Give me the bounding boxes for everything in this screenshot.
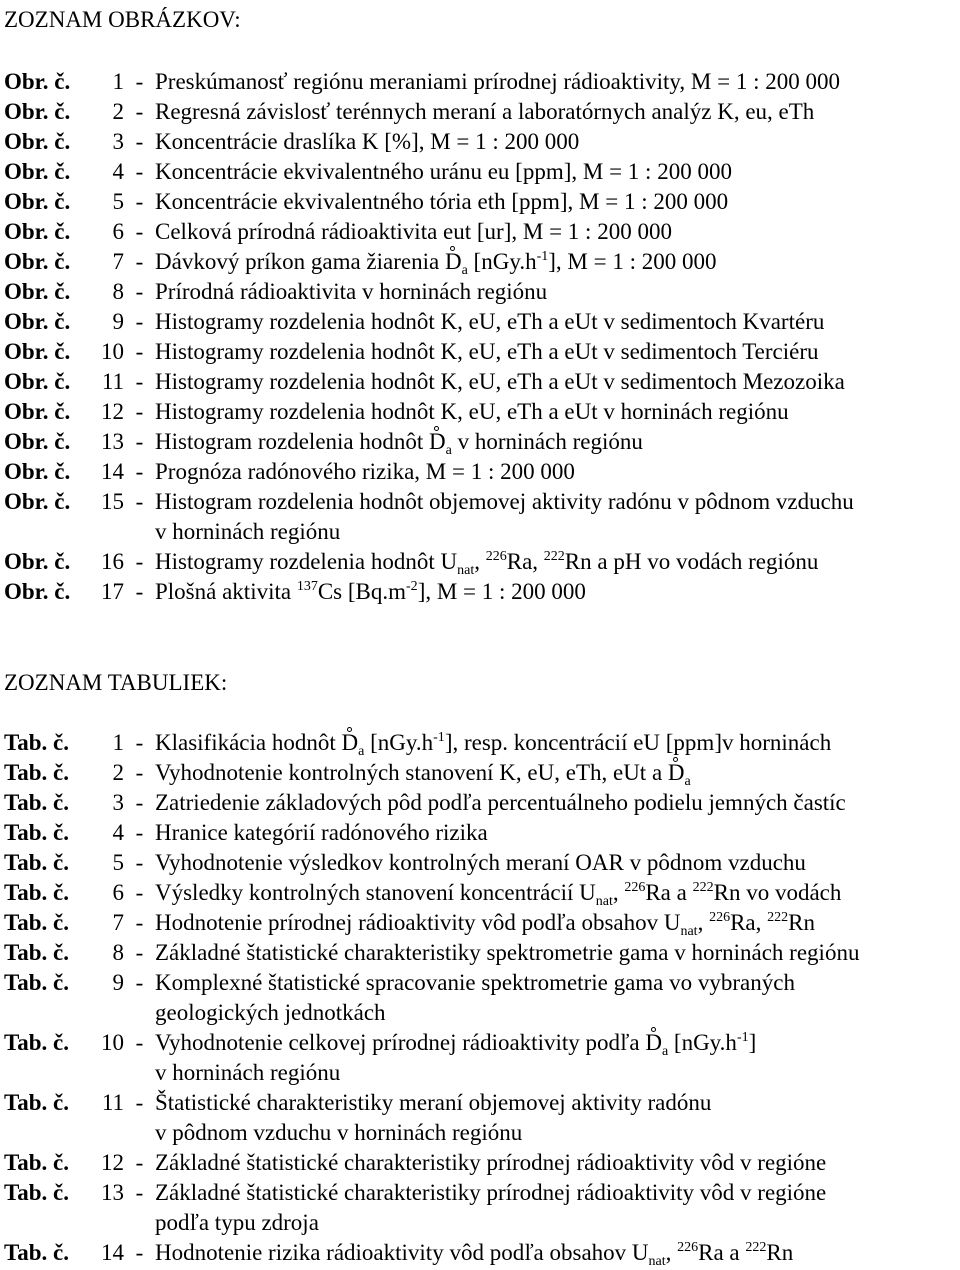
figure-number: 12: [101, 399, 124, 424]
text-segment: Koncentrácie ekvivalentného tória eth [ppm], M = 1 : 200 000: [155, 189, 729, 214]
text-segment: Cs [Bq.m: [317, 579, 407, 604]
figure-title-line: [155, 547, 954, 577]
figure-entry: [4, 67, 954, 97]
text-segment: Histogram rozdelenia hodnôt objemovej aktivity radónu v pôdnom vzduchu: [155, 489, 854, 514]
text-segment: Prognóza radónového rizika, M = 1 : 200 000: [155, 459, 575, 484]
figure-title-line: [155, 397, 954, 427]
text-segment: Histogramy rozdelenia hodnôt K, eU, eTh a eUt v horninách regiónu: [155, 399, 789, 424]
table-entry: [4, 878, 954, 908]
table-number: 8: [112, 940, 124, 965]
separator-dash: -: [135, 1030, 144, 1055]
table-title-line: [155, 1238, 954, 1268]
table-number: 2: [112, 760, 124, 785]
figure-number: 14: [101, 459, 124, 484]
separator-dash: -: [135, 99, 144, 124]
table-number: 6: [112, 880, 124, 905]
table-title-line: [155, 908, 954, 938]
figure-label: Obr. č.: [4, 309, 71, 334]
figure-number: 15: [101, 489, 124, 514]
table-title: [155, 908, 954, 938]
figure-entry: [4, 217, 954, 247]
table-title: [155, 1028, 954, 1088]
text-segment: Ra,: [730, 910, 768, 935]
figure-label: Obr. č.: [4, 99, 71, 124]
table-label: Tab. č.: [4, 880, 69, 905]
table-entry: [4, 818, 954, 848]
table-number: 5: [112, 850, 124, 875]
figure-entry: [4, 127, 954, 157]
figure-entry: [4, 97, 954, 127]
figure-number: 13: [101, 429, 124, 454]
text-segment: Rn: [766, 1240, 794, 1265]
figure-label: Obr. č.: [4, 339, 71, 364]
figure-title-line: [155, 487, 954, 517]
text-segment: Vyhodnotenie celkovej prírodnej rádioaktivity podľa: [155, 1030, 646, 1055]
table-label: Tab. č.: [4, 970, 69, 995]
text-segment: Histogramy rozdelenia hodnôt K, eU, eTh a eUt v sedimentoch Kvartéru: [155, 309, 825, 334]
table-label: Tab. č.: [4, 910, 69, 935]
figure-title: [155, 367, 954, 397]
figure-number: 11: [101, 369, 124, 394]
table-label: Tab. č.: [4, 760, 69, 785]
figure-number: 3: [112, 129, 124, 154]
separator-dash: -: [135, 549, 144, 574]
figure-title-line: [155, 457, 954, 487]
table-label: Tab. č.: [4, 730, 69, 755]
superscript: 226: [677, 1240, 699, 1255]
separator-dash: -: [135, 219, 144, 244]
figure-label: Obr. č.: [4, 429, 71, 454]
text-segment: [nGy.h: [364, 730, 434, 755]
separator-dash: -: [135, 970, 144, 995]
text-segment: ]: [748, 1030, 757, 1055]
separator-dash: -: [135, 1090, 144, 1115]
text-segment: Zatriedenie základových pôd podľa percentuálneho podielu jemných častíc: [155, 790, 846, 815]
text-segment: v horninách regiónu: [451, 429, 643, 454]
table-title-line: [155, 938, 954, 968]
figure-entry: [4, 577, 954, 607]
figure-entry: [4, 547, 954, 577]
figure-title: [155, 547, 954, 577]
table-title-line: [155, 788, 954, 818]
table-title-line: [155, 1208, 954, 1238]
text-segment: Preskúmanosť regiónu meraniami prírodnej rádioaktivity, M = 1 : 200 000: [155, 69, 840, 94]
dose-rate-symbol: [429, 427, 446, 457]
figure-number: 7: [112, 249, 124, 274]
text-segment: Základné štatistické charakteristiky prírodnej rádioaktivity vôd v regióne: [155, 1180, 827, 1205]
figure-title: [155, 487, 954, 547]
text-segment: Regresná závislosť terénnych meraní a laboratórnych analýz K, eu, eTh: [155, 99, 815, 124]
table-number: 13: [101, 1180, 124, 1205]
dose-rate-symbol: [445, 247, 462, 277]
superscript: -1: [736, 1030, 749, 1045]
text-segment: v horninách regiónu: [155, 519, 341, 544]
dose-rate-letter: D: [667, 760, 685, 785]
table-title-line: [155, 1178, 954, 1208]
table-title: [155, 788, 954, 818]
figure-title: [155, 97, 954, 127]
separator-dash: -: [135, 1180, 144, 1205]
figure-entry: [4, 187, 954, 217]
table-number: 10: [101, 1030, 124, 1055]
table-label: Tab. č.: [4, 1240, 69, 1265]
table-title-line: [155, 1088, 954, 1118]
text-segment: ], M = 1 : 200 000: [548, 249, 717, 274]
text-segment: Vyhodnotenie výsledkov kontrolných meraní OAR v pôdnom vzduchu: [155, 850, 806, 875]
figure-number: 5: [112, 189, 124, 214]
tables-list: [4, 728, 954, 1268]
text-segment: ,: [665, 1240, 678, 1265]
separator-dash: -: [135, 369, 144, 394]
separator-dash: -: [135, 309, 144, 334]
figure-title: [155, 67, 954, 97]
figure-label: Obr. č.: [4, 189, 71, 214]
superscript: 222: [692, 880, 714, 895]
figure-label: Obr. č.: [4, 369, 71, 394]
text-segment: [nGy.h: [467, 249, 537, 274]
table-label: Tab. č.: [4, 940, 69, 965]
figure-entry: [4, 397, 954, 427]
separator-dash: -: [135, 820, 144, 845]
figure-title-line: [155, 307, 954, 337]
separator-dash: -: [135, 790, 144, 815]
figure-title: [155, 337, 954, 367]
table-title-line: [155, 878, 954, 908]
figure-title-line: [155, 367, 954, 397]
figure-number: 2: [112, 99, 124, 124]
text-segment: ], resp. koncentrácií eU [ppm]v horninách: [444, 730, 832, 755]
text-segment: v horninách regiónu: [155, 1060, 341, 1085]
figure-title: [155, 217, 954, 247]
superscript: -2: [406, 579, 418, 594]
separator-dash: -: [135, 459, 144, 484]
separator-dash: -: [135, 1150, 144, 1175]
figures-list: [4, 67, 954, 607]
text-segment: Hranice kategórií radónového rizika: [155, 820, 488, 845]
separator-dash: -: [135, 579, 144, 604]
text-segment: Histogramy rozdelenia hodnôt K, eU, eTh a eUt v sedimentoch Mezozoika: [155, 369, 845, 394]
text-segment: Ra a: [698, 1240, 746, 1265]
text-segment: Plošná aktivita: [155, 579, 297, 604]
dose-rate-symbol: [342, 728, 359, 758]
separator-dash: -: [135, 940, 144, 965]
text-segment: Histogramy rozdelenia hodnôt U: [155, 549, 458, 574]
separator-dash: -: [135, 429, 144, 454]
table-title: [155, 818, 954, 848]
superscript: 222: [543, 549, 565, 564]
table-number: 14: [101, 1240, 124, 1265]
subscript: a: [358, 744, 365, 759]
table-title: [155, 1088, 954, 1148]
table-label: Tab. č.: [4, 1030, 69, 1055]
figure-entry: [4, 157, 954, 187]
figure-label: Obr. č.: [4, 399, 71, 424]
figure-title-line: [155, 127, 954, 157]
text-segment: geologických jednotkách: [155, 1000, 386, 1025]
text-segment: Klasifikácia hodnôt: [155, 730, 342, 755]
text-segment: Histogramy rozdelenia hodnôt K, eU, eTh a eUt v sedimentoch Terciéru: [155, 339, 819, 364]
table-title: [155, 848, 954, 878]
figure-title: [155, 277, 954, 307]
text-segment: ,: [474, 549, 486, 574]
table-entry: [4, 1028, 954, 1088]
text-segment: [nGy.h: [668, 1030, 737, 1055]
text-segment: Rn vo vodách: [713, 880, 842, 905]
table-entry: [4, 1088, 954, 1148]
figure-entry: [4, 307, 954, 337]
figure-label: Obr. č.: [4, 489, 71, 514]
superscript: 222: [745, 1240, 767, 1255]
table-entry: [4, 938, 954, 968]
table-title-line: [155, 1058, 954, 1088]
text-segment: Rn a pH vo vodách regiónu: [564, 549, 819, 574]
text-segment: v pôdnom vzduchu v horninách regiónu: [155, 1120, 523, 1145]
figure-title-line: [155, 97, 954, 127]
text-segment: Koncentrácie draslíka K [%], M = 1 : 200 000: [155, 129, 580, 154]
text-segment: Základné štatistické charakteristiky prírodnej rádioaktivity vôd v regióne: [155, 1150, 827, 1175]
text-segment: Komplexné štatistické spracovanie spektrometrie gama vo vybraných: [155, 970, 795, 995]
ring-accent: [347, 727, 352, 732]
table-title: [155, 1238, 954, 1268]
figure-title: [155, 397, 954, 427]
table-entry: [4, 788, 954, 818]
text-segment: ,: [612, 880, 625, 905]
table-title-line: [155, 728, 954, 758]
figure-title-line: [155, 427, 954, 457]
figure-title: [155, 157, 954, 187]
superscript: 226: [624, 880, 646, 895]
separator-dash: -: [135, 850, 144, 875]
table-number: 12: [101, 1150, 124, 1175]
ring-accent: [651, 1027, 656, 1032]
separator-dash: -: [135, 69, 144, 94]
table-number: 1: [112, 730, 124, 755]
table-title: [155, 728, 954, 758]
figure-title: [155, 187, 954, 217]
text-segment: Vyhodnotenie kontrolných stanovení K, eU, eTh, eUt a: [155, 760, 668, 785]
text-segment: Prírodná rádioaktivita v horninách regiónu: [155, 279, 548, 304]
superscript: -1: [536, 249, 549, 264]
text-segment: Hodnotenie prírodnej rádioaktivity vôd podľa obsahov U: [155, 910, 681, 935]
figure-entry: [4, 247, 954, 277]
text-segment: Rn: [788, 910, 815, 935]
figure-number: 6: [112, 219, 124, 244]
dose-rate-letter: D: [444, 249, 462, 274]
figure-label: Obr. č.: [4, 549, 71, 574]
separator-dash: -: [135, 189, 144, 214]
table-entry: [4, 728, 954, 758]
separator-dash: -: [135, 129, 144, 154]
figure-entry: [4, 367, 954, 397]
figure-title: [155, 127, 954, 157]
table-entry: [4, 1178, 954, 1238]
figure-title: [155, 427, 954, 457]
table-title-line: [155, 998, 954, 1028]
dose-rate-symbol: [645, 1028, 662, 1058]
subscript: nat: [648, 1254, 666, 1269]
separator-dash: -: [135, 399, 144, 424]
text-segment: ,: [697, 910, 710, 935]
table-label: Tab. č.: [4, 1150, 69, 1175]
table-label: Tab. č.: [4, 820, 69, 845]
table-entry: [4, 1238, 954, 1268]
figure-label: Obr. č.: [4, 459, 71, 484]
table-title: [155, 938, 954, 968]
table-entry: [4, 1148, 954, 1178]
text-segment: ], M = 1 : 200 000: [417, 579, 586, 604]
figure-title-line: [155, 217, 954, 247]
table-entry: [4, 968, 954, 1028]
table-title: [155, 1178, 954, 1238]
dose-rate-symbol: [668, 758, 685, 788]
figure-number: 9: [112, 309, 124, 334]
figure-title-line: [155, 157, 954, 187]
figure-number: 16: [101, 549, 124, 574]
superscript: 222: [767, 910, 789, 925]
table-label: Tab. č.: [4, 850, 69, 875]
figure-number: 1: [112, 69, 124, 94]
text-segment: Histogram rozdelenia hodnôt: [155, 429, 430, 454]
text-segment: Ra a: [645, 880, 693, 905]
subscript: a: [684, 774, 691, 789]
figure-title-line: [155, 187, 954, 217]
figure-label: Obr. č.: [4, 279, 71, 304]
subscript: nat: [680, 924, 698, 939]
text-segment: podľa typu zdroja: [155, 1210, 319, 1235]
figure-label: Obr. č.: [4, 129, 71, 154]
text-segment: Hodnotenie rizika rádioaktivity vôd podľa obsahov U: [155, 1240, 649, 1265]
table-title-line: [155, 818, 954, 848]
figure-title: [155, 247, 954, 277]
dose-rate-letter: D: [429, 429, 446, 454]
superscript: -1: [433, 730, 445, 745]
table-number: 7: [112, 910, 124, 935]
table-title: [155, 1148, 954, 1178]
figure-number: 4: [112, 159, 124, 184]
figure-number: 8: [112, 279, 124, 304]
table-number: 11: [101, 1090, 124, 1115]
figure-title-line: [155, 517, 954, 547]
figure-title-line: [155, 277, 954, 307]
figure-title: [155, 457, 954, 487]
figure-label: Obr. č.: [4, 159, 71, 184]
subscript: nat: [457, 563, 475, 578]
separator-dash: -: [135, 339, 144, 364]
superscript: 137: [296, 579, 318, 594]
table-title-line: [155, 848, 954, 878]
subscript: a: [661, 1044, 669, 1059]
figure-label: Obr. č.: [4, 249, 71, 274]
text-segment: Celková prírodná rádioaktivita eut [ur], M = 1 : 200 000: [155, 219, 672, 244]
subscript: a: [461, 263, 468, 278]
separator-dash: -: [135, 910, 144, 935]
figure-title-line: [155, 67, 954, 97]
text-segment: Ra,: [506, 549, 544, 574]
dose-rate-letter: D: [341, 730, 359, 755]
separator-dash: -: [135, 279, 144, 304]
subscript: a: [445, 443, 452, 458]
dose-rate-letter: D: [645, 1030, 662, 1055]
figure-number: 10: [101, 339, 124, 364]
separator-dash: -: [135, 1240, 144, 1265]
figure-title-line: [155, 577, 954, 607]
separator-dash: -: [135, 730, 144, 755]
table-entry: [4, 848, 954, 878]
figure-title-line: [155, 337, 954, 367]
table-entry: [4, 758, 954, 788]
text-segment: Koncentrácie ekvivalentného uránu eu [ppm], M = 1 : 200 000: [155, 159, 732, 184]
subscript: nat: [595, 894, 613, 909]
table-label: Tab. č.: [4, 1090, 69, 1115]
superscript: 226: [709, 910, 731, 925]
tables-heading: ZOZNAM TABULIEK:: [4, 670, 228, 695]
text-segment: Štatistické charakteristiky meraní objemovej aktivity radónu: [155, 1090, 712, 1115]
table-title: [155, 968, 954, 1028]
superscript: 226: [485, 549, 507, 564]
figure-entry: [4, 457, 954, 487]
table-title-line: [155, 1148, 954, 1178]
table-title-line: [155, 1028, 954, 1058]
figure-title: [155, 307, 954, 337]
table-entry: [4, 908, 954, 938]
text-segment: Dávkový príkon gama žiarenia: [155, 249, 445, 274]
figure-title: [155, 577, 954, 607]
table-number: 3: [112, 790, 124, 815]
table-title-line: [155, 1118, 954, 1148]
figure-label: Obr. č.: [4, 219, 71, 244]
table-title-line: [155, 968, 954, 998]
figure-entry: [4, 427, 954, 457]
figure-title-line: [155, 247, 954, 277]
table-number: 4: [112, 820, 124, 845]
figure-label: Obr. č.: [4, 69, 71, 94]
figure-entry: [4, 337, 954, 367]
table-title-line: [155, 758, 954, 788]
separator-dash: -: [135, 159, 144, 184]
text-segment: Výsledky kontrolných stanovení koncentrácií U: [155, 880, 596, 905]
separator-dash: -: [135, 249, 144, 274]
separator-dash: -: [135, 760, 144, 785]
table-title: [155, 758, 954, 788]
figure-entry: [4, 487, 954, 547]
figure-entry: [4, 277, 954, 307]
separator-dash: -: [135, 489, 144, 514]
figure-label: Obr. č.: [4, 579, 71, 604]
table-label: Tab. č.: [4, 1180, 69, 1205]
table-title: [155, 878, 954, 908]
table-label: Tab. č.: [4, 790, 69, 815]
text-segment: Základné štatistické charakteristiky spektrometrie gama v horninách regiónu: [155, 940, 860, 965]
table-number: 9: [112, 970, 124, 995]
figures-heading: ZOZNAM OBRÁZKOV:: [4, 7, 241, 32]
figure-number: 17: [101, 579, 124, 604]
separator-dash: -: [135, 880, 144, 905]
